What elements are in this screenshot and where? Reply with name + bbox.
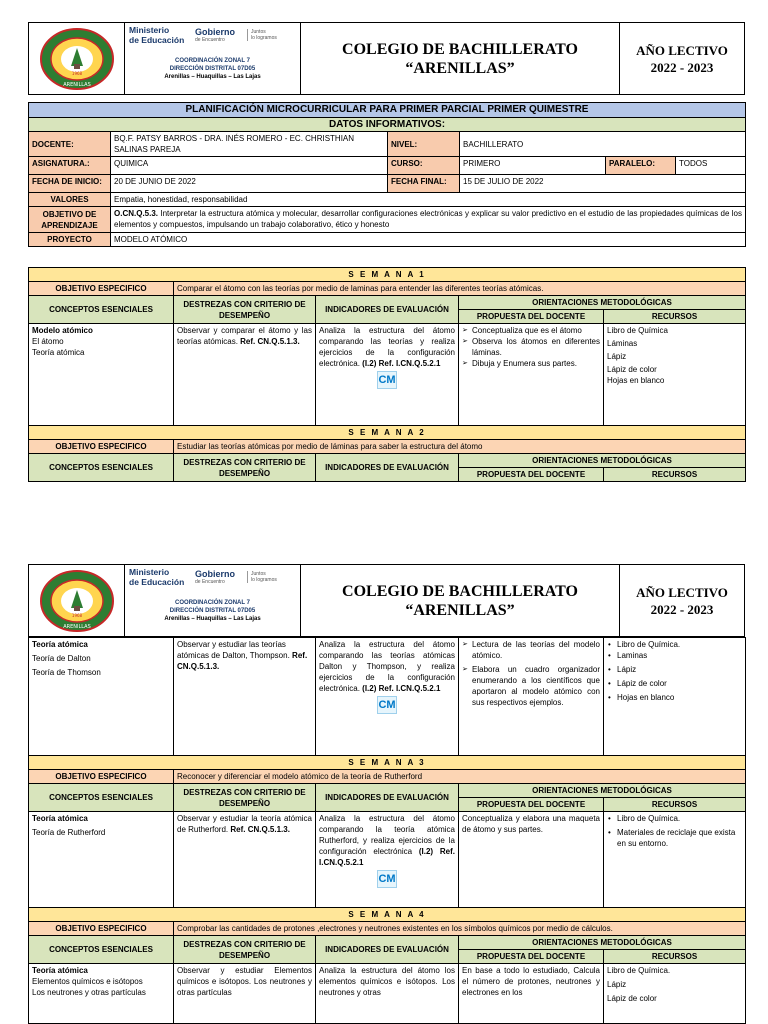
week-1-conceptos: Modelo atómico El átomo Teoría atómica (29, 324, 174, 426)
page-2 (28, 564, 745, 1024)
week-2-propuesta: ➢ Lectura de las teorías del modelo atómico. ➢ Elabora un cuadro organizador enumerando a los científicos que aportaron al modelo atómico con sus respectivos ejemplos. (459, 638, 604, 756)
week-4-indicadores-header: INDICADORES DE EVALUACIÓN (316, 936, 459, 964)
school-year: AÑO LECTIVO 2022 - 2023 (636, 42, 728, 75)
week-3-destrezas-header: DESTREZAS CON CRITERIO DE DESEMPEÑO (174, 784, 316, 812)
ministry-block-2: Ministerio de Educación Gobierno de Encuentro Juntos lo logramos COORDINACIÓN ZONAL 7 DIRECCIÓN DISTRITAL 07D05 Arenillas – Huaquillas – Las Lajas (125, 565, 301, 636)
school-emblem-icon (38, 568, 116, 634)
week-4-orientaciones-header: ORIENTACIONES METODOLÓGICAS (459, 936, 746, 950)
week-3-indicadores-header: INDICADORES DE EVALUACIÓN (316, 784, 459, 812)
week-2-objetivo-label: OBJETIVO ESPECIFICO (29, 440, 174, 454)
docente-label: DOCENTE: (29, 132, 111, 157)
week-3-conceptos-header: CONCEPTOS ESENCIALES (29, 784, 174, 812)
plan-subtitle: DATOS INFORMATIVOS: (29, 118, 746, 132)
weeks-table-page2 (28, 637, 746, 1024)
district-info: COORDINACIÓN ZONAL 7 DIRECCIÓN DISTRITAL 07D05 Arenillas – Huaquillas – Las Lajas (164, 58, 261, 80)
week-3-propuesta: Conceptualiza y elabora una maqueta de átomo y sus partes. (459, 812, 604, 908)
week-4-propuesta: En base a todo lo estudiado, Calcula el número de protones, neutrones y electrones en los (459, 964, 604, 1024)
fecha-final-label: FECHA FINAL: (388, 175, 460, 193)
week-4-conceptos: Teoría atómica Elementos químicos e isótopos Los neutrones y otras partículas (29, 964, 174, 1024)
ministry-name-line2: de Educación (129, 35, 185, 45)
week-1-destrezas: Observar y comparar el átomo y las teorías atómicas. Ref. CN.Q.5.1.3. (174, 324, 316, 426)
week-2-orientaciones-header: ORIENTACIONES METODOLÓGICAS (459, 454, 746, 468)
docente-value: BQ.F. PATSY BARROS - DRA. INÉS ROMERO - EC. CHRISTHIAN SALINAS PAREJA (111, 132, 388, 157)
gobierno-slogan: Juntos lo logramos (247, 29, 277, 41)
school-title-2: COLEGIO DE BACHILLERATO “ARENILLAS” (301, 565, 620, 636)
ministry-name-line1: Ministerio (129, 25, 170, 35)
week-3-orientaciones-header: ORIENTACIONES METODOLÓGICAS (459, 784, 746, 798)
week-2-title: S E M A N A 2 (29, 426, 746, 440)
proyecto-value: MODELO ATÓMICO (111, 233, 746, 247)
valores-value: Empatia, honestidad, responsabilidad (111, 193, 746, 207)
week-1-objetivo: Comparar el átomo con las teorías por medio de laminas para entender las diferentes teorías atómicas. (174, 282, 746, 296)
cm-icon: CM (377, 371, 397, 389)
plan-title: PLANIFICACIÓN MICROCURRICULAR PARA PRIMER PARCIAL PRIMER QUIMESTRE (29, 103, 746, 118)
asignatura-label: ASIGNATURA.: (29, 157, 111, 175)
plan-info-table (28, 102, 746, 247)
week-3-title: S E M A N A 3 (29, 756, 746, 770)
valores-label: VALORES (29, 193, 111, 207)
week-1-orientaciones-header: ORIENTACIONES METODOLÓGICAS (459, 296, 746, 310)
week-3-propuesta-header: PROPUESTA DEL DOCENTE (459, 798, 604, 812)
week-1-indicadores: Analiza la estructura del átomo comparando las teorías y realiza ejercicios de la configuración electrónica. (I.2) Ref. I.CN.Q.5.2.1 CM (316, 324, 459, 426)
nivel-label: NIVEL: (388, 132, 460, 157)
svg-text:ARENILLAS: ARENILLAS (62, 623, 91, 630)
week-3-recursos-header: RECURSOS (604, 798, 746, 812)
page-1 (28, 22, 745, 482)
week-3-objetivo-label: OBJETIVO ESPECIFICO (29, 770, 174, 784)
paralelo-label: PARALELO: (606, 157, 676, 175)
objetivo-label: OBJETIVO DE APRENDIZAJE (29, 207, 111, 233)
week-4-conceptos-header: CONCEPTOS ESENCIALES (29, 936, 174, 964)
week-2-conceptos: Teoría atómica Teoría de Dalton Teoría de Thomson (29, 638, 174, 756)
gobierno-slogan: Juntos lo logramos (247, 571, 277, 583)
week-3-conceptos: Teoría atómica Teoría de Rutherford (29, 812, 174, 908)
week-2-objetivo: Estudiar las teorías atómicas por medio de láminas para saber la estructura del átomo (174, 440, 746, 454)
week-1-propuesta: ➢ Conceptualiza que es el átomo ➢ Observa los átomos en diferentes láminas. ➢ Dibuja y Enumera sus partes. (459, 324, 604, 426)
school-logo (29, 23, 125, 94)
svg-text:ARENILLAS: ARENILLAS (62, 81, 91, 88)
nivel-value: BACHILLERATO (460, 132, 746, 157)
week-1-title: S E M A N A 1 (29, 268, 746, 282)
week-4-objetivo: Comprobar las cantidades de protones ,electrones y neutrones existentes en los símbolos químicos por medio de cálculos. (174, 922, 746, 936)
week-1-conceptos-header: CONCEPTOS ESENCIALES (29, 296, 174, 324)
week-4-destrezas: Observar y estudiar Elementos químicos e isótopos. Los neutrones y otras partículas (174, 964, 316, 1024)
fecha-inicio-value: 20 DE JUNIO DE 2022 (111, 175, 388, 193)
week-4-recursos-header: RECURSOS (604, 950, 746, 964)
svg-text:1968: 1968 (71, 612, 82, 618)
fecha-final-value: 15 DE JULIO DE 2022 (460, 175, 746, 193)
week-3-recursos: • Libro de Química. • Materiales de reciclaje que exista en su entorno. (604, 812, 746, 908)
week-1-propuesta-header: PROPUESTA DEL DOCENTE (459, 310, 604, 324)
document-header-2 (28, 564, 745, 637)
gobierno-logo: Gobierno de Encuentro (195, 569, 235, 585)
week-4-destrezas-header: DESTREZAS CON CRITERIO DE DESEMPEÑO (174, 936, 316, 964)
document-header (28, 22, 745, 95)
weeks-table-page1 (28, 267, 746, 482)
week-2-conceptos-header: CONCEPTOS ESENCIALES (29, 454, 174, 482)
week-1-recursos: Libro de Química Láminas Lápiz Lápiz de color Hojas en blanco (604, 324, 746, 426)
week-4-propuesta-header: PROPUESTA DEL DOCENTE (459, 950, 604, 964)
week-2-recursos-header: RECURSOS (604, 468, 746, 482)
week-1-destrezas-header: DESTREZAS CON CRITERIO DE DESEMPEÑO (174, 296, 316, 324)
school-title: COLEGIO DE BACHILLERATO “ARENILLAS” (301, 23, 620, 94)
fecha-inicio-label: FECHA DE INICIO: (29, 175, 111, 193)
school-year-2: AÑO LECTIVO 2022 - 2023 (636, 584, 728, 617)
week-2-propuesta-header: PROPUESTA DEL DOCENTE (459, 468, 604, 482)
cm-icon: CM (377, 696, 397, 714)
week-3-destrezas: Observar y estudiar la teoría atómica de Rutherford. Ref. CN.Q.5.1.3. (174, 812, 316, 908)
week-3-objetivo: Reconocer y diferenciar el modelo atómico de la teoría de Rutherford (174, 770, 746, 784)
objetivo-value: O.CN.Q.5.3. Interpretar la estructura atómica y molecular, desarrollar configuraciones electrónicas y explicar su valor predictivo en el estudio de las propiedades químicas de los elementos y compuestos, impulsando un trabajo colaborativo, ético y honesto (111, 207, 746, 233)
week-4-title: S E M A N A 4 (29, 908, 746, 922)
school-emblem-icon (38, 26, 116, 92)
week-2-destrezas-header: DESTREZAS CON CRITERIO DE DESEMPEÑO (174, 454, 316, 482)
asignatura-value: QUIMICA (111, 157, 388, 175)
week-1-indicadores-header: INDICADORES DE EVALUACIÓN (316, 296, 459, 324)
district-info: COORDINACIÓN ZONAL 7 DIRECCIÓN DISTRITAL 07D05 Arenillas – Huaquillas – Las Lajas (164, 600, 261, 622)
curso-value: PRIMERO (460, 157, 606, 175)
week-2-indicadores-header: INDICADORES DE EVALUACIÓN (316, 454, 459, 482)
school-logo-2 (29, 565, 125, 636)
week-3-indicadores: Analiza la estructura del átomo comparando la teoría atómica Rutherford, y realiza ejercicios de la configuración electrónica (I.2) Ref. I.CN.Q.5.2.1 CM (316, 812, 459, 908)
gobierno-logo: Gobierno de Encuentro (195, 27, 235, 43)
week-4-indicadores: Analiza la estructura del átomo los elementos químicos e isótopos. Los neutrones y otras (316, 964, 459, 1024)
week-2-indicadores: Analiza la estructura del átomo comparando las teorías atómicas Dalton y Thompson, y realiza ejercicios de la configuración electrónica. (I.2) Ref. I.CN.Q.5.2.1 CM (316, 638, 459, 756)
week-1-recursos-header: RECURSOS (604, 310, 746, 324)
week-4-recursos: Libro de Química. Lápiz Lápiz de color (604, 964, 746, 1024)
svg-text:1968: 1968 (71, 70, 82, 76)
cm-icon: CM (377, 870, 397, 888)
paralelo-value: TODOS (676, 157, 746, 175)
week-2-recursos: • Libro de Química. • Laminas • Lápiz • Lápiz de color • Hojas en blanco (604, 638, 746, 756)
ministry-block (125, 23, 301, 94)
week-4-objetivo-label: OBJETIVO ESPECIFICO (29, 922, 174, 936)
week-1-objetivo-label: OBJETIVO ESPECIFICO (29, 282, 174, 296)
curso-label: CURSO: (388, 157, 460, 175)
week-2-destrezas: Observar y estudiar las teorías atómicas de Dalton, Thompson. Ref. CN.Q.5.1.3. (174, 638, 316, 756)
proyecto-label: PROYECTO (29, 233, 111, 247)
